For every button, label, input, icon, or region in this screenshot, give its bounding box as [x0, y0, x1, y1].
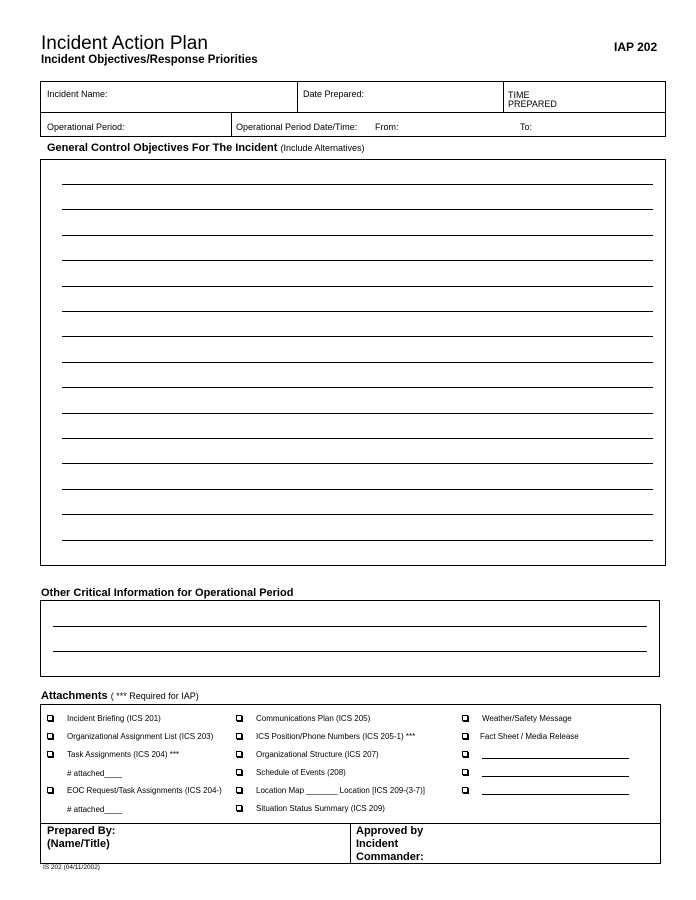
incident-name-field[interactable]: Incident Name:: [47, 89, 108, 99]
to-field[interactable]: To:: [520, 122, 533, 132]
writing-line: [62, 463, 653, 464]
attachments-note: ( *** Required for IAP): [110, 691, 199, 701]
writing-line: [62, 514, 653, 515]
attachment-item: Weather/Safety Message: [482, 714, 572, 723]
writing-line: [62, 286, 653, 287]
attachment-item: Schedule of Events (208): [256, 768, 346, 777]
fact-sheet-checkbox[interactable]: [462, 733, 468, 739]
attachment-item: Task Assignments (ICS 204) ***: [67, 750, 180, 759]
objectives-note: (Include Alternatives): [280, 143, 365, 153]
from-field[interactable]: From:: [375, 122, 399, 132]
ics-phone-numbers-checkbox[interactable]: [236, 733, 242, 739]
prepared-by-label: (Name/Title): [47, 838, 110, 850]
attachment-item: Organizational Structure (ICS 207): [256, 750, 379, 759]
attachments-heading-text: Attachments: [41, 690, 108, 702]
approved-by-label: Incident: [356, 838, 399, 850]
info-table-divider: [297, 81, 298, 112]
approved-by-label: Commander:: [356, 851, 424, 863]
approved-by-label: Approved by: [356, 825, 424, 837]
writing-line: [62, 413, 653, 414]
other-info-heading: Other Critical Information for Operational Period: [41, 587, 294, 599]
writing-line: [53, 626, 647, 627]
attached-count-field[interactable]: # attached____: [67, 769, 123, 778]
custom-attachment-field[interactable]: [482, 776, 629, 777]
date-prepared-field[interactable]: Date Prepared:: [303, 89, 365, 99]
info-table-divider: [503, 81, 504, 112]
location-map-checkbox[interactable]: [236, 787, 242, 793]
org-structure-checkbox[interactable]: [236, 751, 242, 757]
custom-attachment-field[interactable]: [482, 794, 629, 795]
time-prepared-label: PREPARED: [508, 99, 557, 109]
attachments-heading: [41, 690, 199, 702]
writing-line: [62, 184, 653, 185]
objectives-heading-text: General Control Objectives For The Incident: [47, 142, 278, 154]
attachment-item: Incident Briefing (ICS 201): [67, 714, 161, 723]
custom-attachment-field[interactable]: [482, 758, 629, 759]
form-id: IAP 202: [614, 40, 658, 54]
custom-attachment-checkbox[interactable]: [462, 769, 468, 775]
communications-plan-checkbox[interactable]: [236, 715, 242, 721]
operational-period-field[interactable]: Operational Period:: [47, 122, 125, 132]
attached-count-field[interactable]: # attached____: [67, 805, 123, 814]
op-period-datetime-label: Operational Period Date/Time:: [236, 122, 358, 132]
info-table-divider: [231, 112, 232, 137]
page-title: Incident Action Plan: [41, 33, 208, 54]
custom-attachment-checkbox[interactable]: [462, 751, 468, 757]
info-table-divider: [40, 112, 666, 113]
attachment-item: Situation Status Summary (ICS 209): [256, 804, 385, 813]
time-prepared-label: TIME: [508, 90, 530, 100]
prepared-by-label: Prepared By:: [47, 825, 116, 837]
weather-safety-checkbox[interactable]: [462, 715, 468, 721]
situation-status-checkbox[interactable]: [236, 805, 242, 811]
writing-line: [62, 209, 653, 210]
task-assignments-checkbox[interactable]: [47, 751, 53, 757]
form-code: IS 202 (04/11/2002): [43, 864, 100, 871]
writing-line: [53, 651, 647, 652]
writing-line: [62, 336, 653, 337]
other-info-box[interactable]: [40, 600, 660, 677]
prepared-by-field[interactable]: [47, 825, 115, 851]
objectives-heading: [47, 142, 365, 154]
writing-line: [62, 489, 653, 490]
writing-line: [62, 438, 653, 439]
writing-line: [62, 387, 653, 388]
writing-line: [62, 311, 653, 312]
attachment-item: EOC Request/Task Assignments (ICS 204-): [67, 786, 222, 795]
writing-line: [62, 540, 653, 541]
signoff-divider: [350, 823, 351, 864]
org-assignment-list-checkbox[interactable]: [47, 733, 53, 739]
page-subtitle: Incident Objectives/Response Priorities: [41, 54, 258, 66]
approved-by-field[interactable]: [356, 825, 424, 864]
writing-line: [62, 260, 653, 261]
attachment-item: Location Map _______ Location [ICS 209-(3-7)]: [256, 786, 425, 795]
attachment-item: ICS Position/Phone Numbers (ICS 205-1) ***: [256, 732, 416, 741]
writing-line: [62, 362, 653, 363]
attachment-item: Organizational Assignment List (ICS 203): [67, 732, 214, 741]
writing-line: [62, 235, 653, 236]
eoc-request-checkbox[interactable]: [47, 787, 53, 793]
schedule-of-events-checkbox[interactable]: [236, 769, 242, 775]
attachment-item: Communications Plan (ICS 205): [256, 714, 371, 723]
incident-briefing-checkbox[interactable]: [47, 715, 53, 721]
attachment-item: Fact Sheet / Media Release: [480, 732, 579, 741]
custom-attachment-checkbox[interactable]: [462, 787, 468, 793]
